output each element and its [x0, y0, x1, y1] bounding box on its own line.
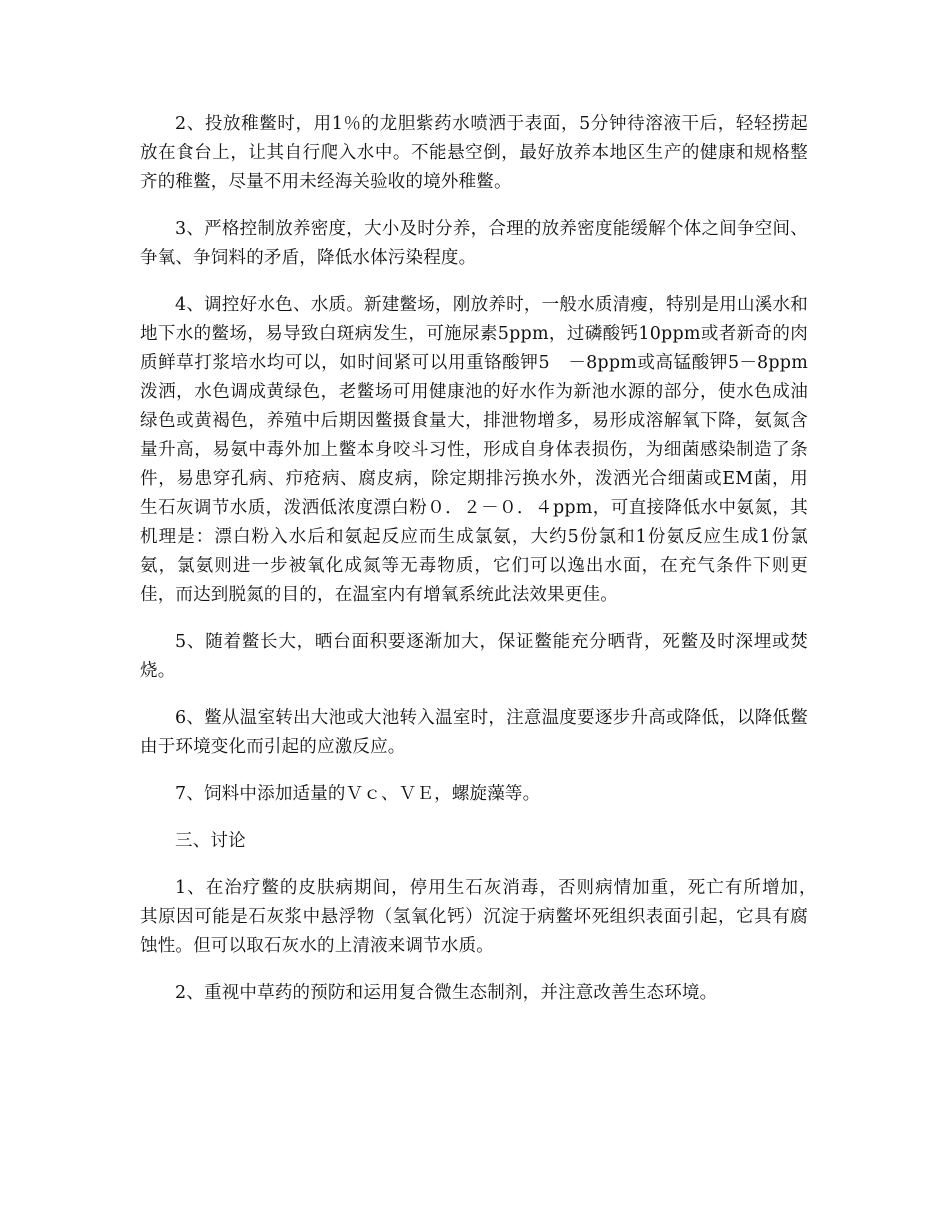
- document-page: [140, 110, 826, 1026]
- paragraph-item-6-temperature-transfer: 6、鳖从温室转出大池或大池转入温室时，注意温度要逐步升高或降低，以降低鳖由于环境变化而引起的应激反应。: [140, 708, 808, 757]
- paragraph-item-7-feed-additives: 7、饲料中添加适量的Ｖｃ、ＶＥ，螺旋藻等。: [175, 784, 541, 804]
- paragraph-discussion-2-herbal-probiotics: 2、重视中草药的预防和运用复合微生态制剂，并注意改善生态环境。: [175, 983, 718, 1003]
- paragraph-item-4-water-quality: 4、调控好水色、水质。新建鳖场，刚放养时，一般水质清瘦，特别是用山溪水和地下水的鳖场，易导致白斑病发生，可施尿素5ppm，过磷酸钙10ppm或者新奇的肉质鲜草打浆培水均可以，如时间紧可以用重铬酸钾5 －8ppm或高锰酸钾5－8ppm泼洒，水色调成黄绿色，老鳖场可用健康池的好水作为新池水源的部分，使水色成油绿色或黄褐色，养殖中后期因鳖摄食量大，排泄物增多，易形成溶解氧下降，氨氮含量升高，易氨中毒外加上鳖本身咬斗习性，形成自身体表损伤，为细菌感染制造了条件，易患穿孔病、疖疮病、腐皮病，除定期排污换水外，泼洒光合细菌或EM菌，用生石灰调节水质，泼洒低浓度漂白粉０．２－０．４ppm，可直接降低水中氨氮，其机理是：漂白粉入水后和氨起反应而生成氯氨，大约5份氯和1份氨反应生成1份氯氨，氯氨则进一步被氧化成氮等无毒物质，它们可以逸出水面，在充气条件下则更佳，而达到脱氮的目的，在温室内有增氧系统此法效果更佳。: [140, 295, 808, 605]
- paragraph-item-3-stocking-density: 3、严格控制放养密度，大小及时分养，合理的放养密度能缓解个体之间争空间、争氧、争饲料的矛盾，降低水体污染程度。: [140, 219, 808, 268]
- paragraph-discussion-1-lime: 1、在治疗鳖的皮肤病期间，停用生石灰消毒，否则病情加重，死亡有所增加， 其原因可能是石灰浆中悬浮物（氢氧化钙）沉淀于病鳖坏死组织表面引起，它具有腐蚀性。但可以取石灰水的上清液来调节水质。: [140, 878, 826, 956]
- section-heading-discussion: 三、讨论: [175, 831, 246, 851]
- paragraph-item-5-basking-platform: 5、随着鳖长大，晒台面积要逐渐加大，保证鳖能充分晒背，死鳖及时深埋或焚烧。: [140, 632, 808, 681]
- paragraph-item-2-release-juveniles: 2、投放稚鳖时，用1％的龙胆紫药水喷洒于表面，5分钟待溶液干后，轻轻捞起放在食台上，让其自行爬入水中。不能悬空倒，最好放养本地区生产的健康和规格整齐的稚鳖，尽量不用未经海关验收的境外稚鳖。: [140, 114, 808, 192]
